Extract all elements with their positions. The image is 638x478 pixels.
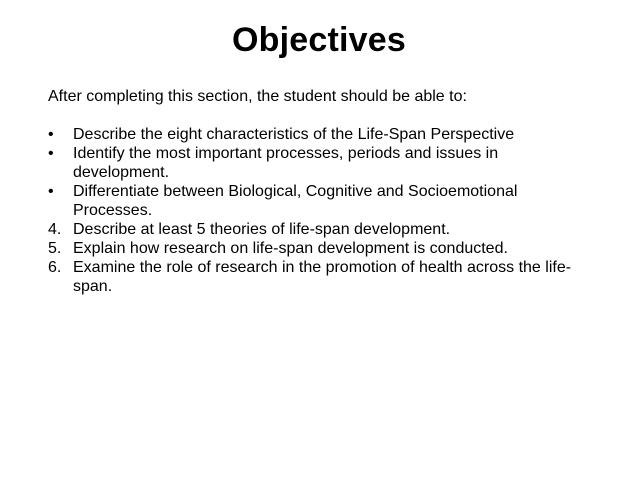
objectives-list xyxy=(48,125,608,296)
slide-title: Objectives xyxy=(232,21,406,59)
list-item xyxy=(48,220,608,239)
list-item xyxy=(48,144,608,182)
number-marker: 6. xyxy=(48,259,62,276)
intro-text: After completing this section, the student should be able to: xyxy=(48,88,467,105)
number-marker: 4. xyxy=(48,221,62,238)
bullet-marker: • xyxy=(48,126,54,143)
list-item xyxy=(48,258,608,296)
list-item xyxy=(48,125,608,144)
list-item-text: Explain how research on life-span development is conducted. xyxy=(73,240,508,257)
list-item-text: Examine the role of research in the promotion of health across the life- span. xyxy=(73,259,572,295)
list-item-text: Differentiate between Biological, Cognitive and Socioemotional Processes. xyxy=(73,183,518,219)
list-item xyxy=(48,182,608,220)
bullet-marker: • xyxy=(48,183,54,200)
list-item-text: Describe the eight characteristics of the Life-Span Perspective xyxy=(73,126,515,143)
number-marker: 5. xyxy=(48,240,62,257)
bullet-marker: • xyxy=(48,145,54,162)
list-item xyxy=(48,239,608,258)
list-item-text: Identify the most important processes, periods and issues in development. xyxy=(73,145,499,181)
list-item-text: Describe at least 5 theories of life-span development. xyxy=(73,221,451,238)
